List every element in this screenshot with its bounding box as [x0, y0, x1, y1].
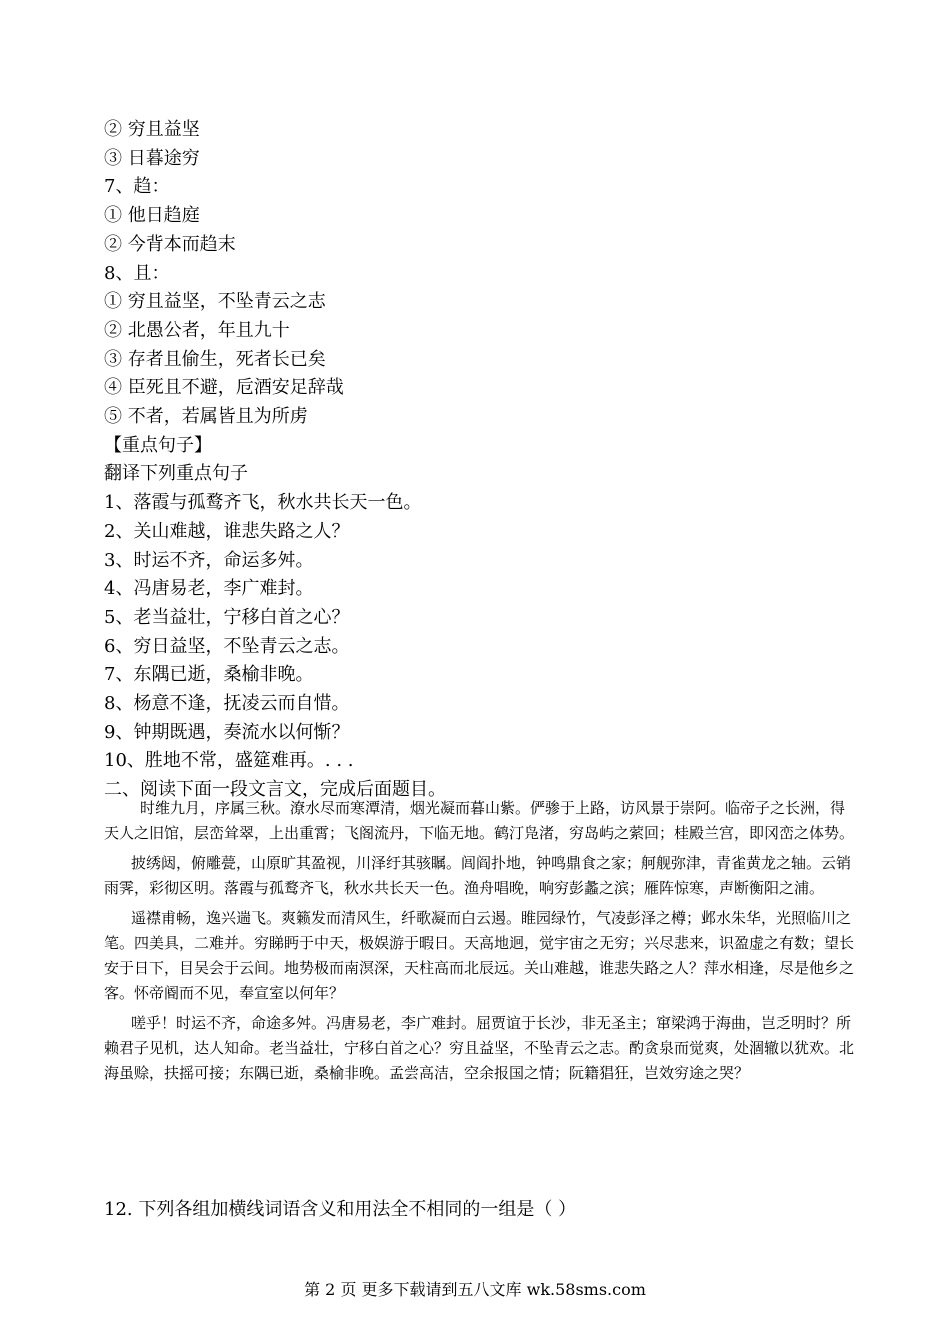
- text-line: ④ 臣死且不避，卮酒安足辞哉: [104, 377, 344, 399]
- classical-passage: [104, 796, 854, 1091]
- text-line: 7、趋：: [104, 176, 170, 198]
- sentence-item: 2、关山难越，谁悲失路之人？: [104, 520, 350, 542]
- instruction-line: 翻译下列重点句子: [104, 463, 248, 485]
- section-heading: 【重点句子】: [104, 434, 212, 456]
- reading-section-heading: 二、阅读下面一段文言文，完成后面题目。: [104, 779, 446, 801]
- text-line: ⑤ 不者，若属皆且为所虏: [104, 406, 308, 428]
- text-line: ② 今背本而趋末: [104, 233, 236, 255]
- text-line: 8、且：: [104, 262, 170, 284]
- sentence-item: 3、时运不齐，命运多舛。: [104, 549, 314, 571]
- text-line: ② 穷且益坚: [104, 119, 200, 140]
- passage-paragraph: 嗟乎！时运不齐，命途多舛。冯唐易老，李广难封。屈贾谊于长沙，非无圣主；窜梁鸿于海曲，岂乏明时？所赖君子见机，达人知命。老当益壮，宁移白首之心？穷且益坚，不坠青云之志。酌贪泉而觉爽，处涸辙以犹欢。北海虽赊，扶摇可接；东隅已逝，桑榆非晚。孟尝高洁，空余报国之情；阮籍猖狂，岂效穷途之哭？: [104, 1014, 855, 1082]
- sentence-item: 9、钟期既遇，奏流水以何惭？: [104, 721, 350, 743]
- sentence-item: 4、冯唐易老，李广难封。: [104, 578, 314, 600]
- text-line: ③ 日暮途穷: [104, 147, 200, 169]
- text-line: ③ 存者且偷生，死者长已矣: [104, 348, 326, 370]
- question-12: 12. 下列各组加横线词语含义和用法全不相同的一组是（ ）: [104, 1199, 577, 1220]
- passage-paragraph: 遥襟甫畅，逸兴遄飞。爽籁发而清风生，纤歌凝而白云遏。睢园绿竹，气凌彭泽之樽；邺水朱华，光照临川之笔。四美具，二难并。穷睇眄于中天，极娱游于暇日。天高地迥，觉宇宙之无穷；兴尽悲来，识盈虚之有数；望长安于日下，目吴会于云间。地势极而南溟深，天柱高而北辰远。关山难越，谁悲失路之人？萍水相逢，尽是他乡之客。怀帝阍而不见，奉宣室以何年？: [104, 909, 855, 1002]
- text-line: ② 北愚公者，年且九十: [104, 319, 290, 341]
- sentence-item: 10、胜地不常，盛筵难再。. . .: [104, 750, 354, 772]
- passage-paragraph: 披绣闼，俯雕甍，山原旷其盈视，川泽纡其骇瞩。闾阎扑地，钟鸣鼎食之家；舸舰弥津，青雀黄龙之轴。云销雨霁，彩彻区明。落霞与孤鹜齐飞，秋水共长天一色。渔舟唱晚，响穷彭蠡之滨；雁阵惊寒，声断衡阳之浦。: [104, 854, 852, 897]
- sentence-item: 7、东隅已逝，桑榆非晚。: [104, 664, 314, 686]
- page-footer: 第 2 页 更多下载请到五八文库 wk.58sms.com: [304, 1280, 646, 1299]
- passage-paragraph: 时维九月，序属三秋。潦水尽而寒潭清，烟光凝而暮山紫。俨骖于上路，访风景于崇阿。临帝子之长洲，得天人之旧馆，层峦耸翠，上出重霄；飞阁流丹，下临无地。鹤汀凫渚，穷岛屿之萦回；桂殿兰宫，即冈峦之体势。: [104, 799, 855, 842]
- text-line: ① 穷且益坚，不坠青云之志: [104, 291, 326, 313]
- sentence-item: 1、落霞与孤鹜齐飞，秋水共长天一色。: [104, 492, 422, 514]
- vocabulary-and-sentences: [104, 116, 864, 805]
- sentence-item: 6、穷日益坚，不坠青云之志。: [104, 635, 350, 657]
- sentence-item: 8、杨意不逢，抚凌云而自惜。: [104, 693, 350, 715]
- text-line: ① 他日趋庭: [104, 205, 200, 227]
- sentence-item: 5、老当益壮，宁移白首之心？: [104, 606, 350, 628]
